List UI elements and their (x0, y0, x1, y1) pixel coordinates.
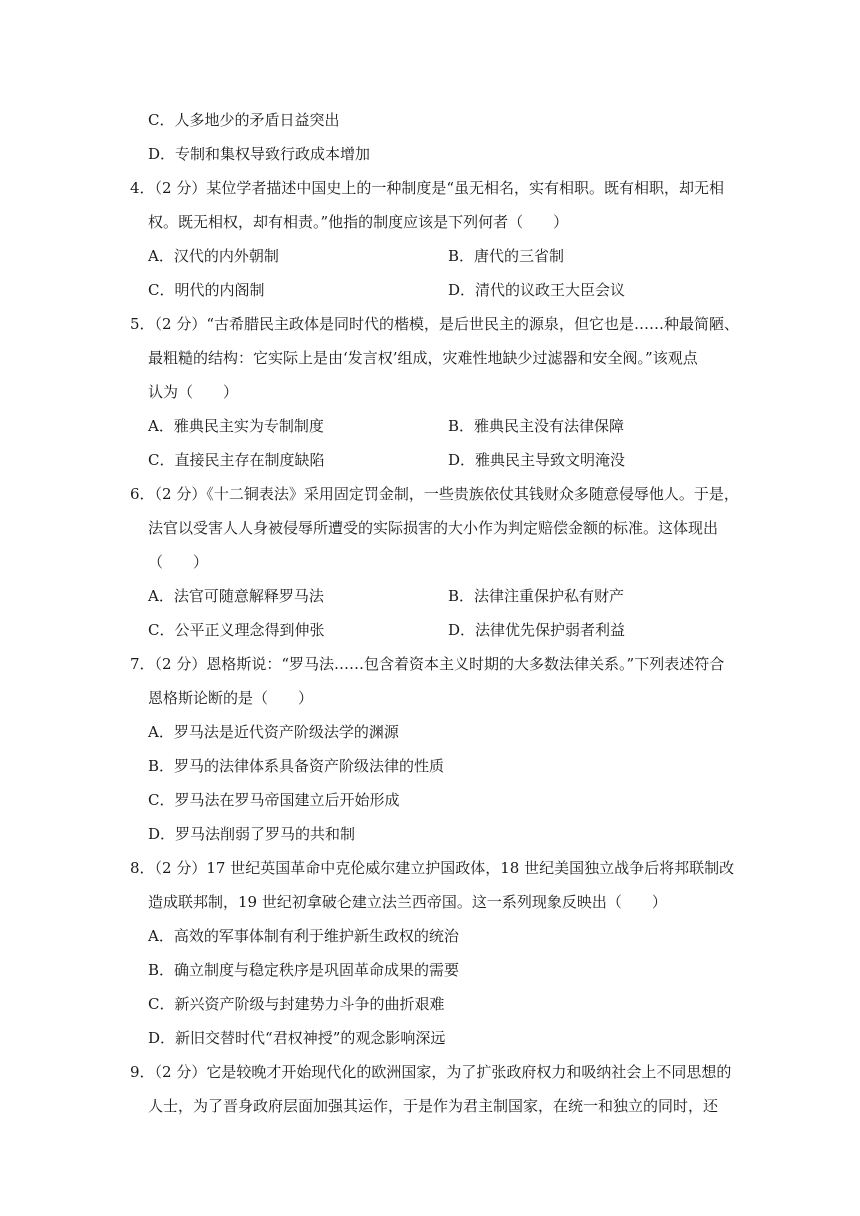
q7-option-d: D．罗马法削弱了罗马的共和制 (148, 825, 356, 843)
q8-option-b: B．确立制度与稳定秩序是巩固革命成果的需要 (148, 961, 460, 979)
q3-option-c: C．人多地少的矛盾日益突出 (148, 111, 340, 129)
q7-option-a: A．罗马法是近代资产阶级法学的渊源 (148, 723, 399, 741)
q5-stem-line1: 5．（2 分）“古希腊民主政体是同时代的楷模，是后世民主的源泉，但它也是……种最简陋、 (130, 315, 740, 333)
q7-option-c: C．罗马法在罗马帝国建立后开始形成 (148, 791, 400, 809)
q4-option-b: B．唐代的三省制 (448, 247, 565, 265)
q8-option-c: C．新兴资产阶级与封建势力斗争的曲折艰难 (148, 995, 445, 1013)
q4-option-c: C．明代的内阁制 (148, 281, 265, 299)
q7-option-b: B．罗马的法律体系具备资产阶级法律的性质 (148, 757, 445, 775)
q6-option-b: B．法律注重保护私有财产 (448, 587, 625, 605)
q9-stem-line1: 9．（2 分）它是较晚才开始现代化的欧洲国家，为了扩张政府权力和吸纳社会上不同思想的 (130, 1063, 732, 1081)
q5-stem-line2: 最粗糙的结构：它实际上是由‘发言权’组成，灾难性地缺少过滤器和安全阀。”该观点 (148, 349, 698, 367)
q8-option-d: D．新旧交替时代“君权神授”的观念影响深远 (148, 1029, 446, 1047)
q9-stem-line2: 人士，为了晋身政府层面加强其运作，于是作为君主制国家，在统一和独立的同时，还 (148, 1097, 719, 1115)
q6-stem-line3: （ ） (148, 553, 209, 571)
q7-stem-line2: 恩格斯论断的是（ ） (148, 689, 314, 707)
q6-option-c: C．公平正义理念得到伸张 (148, 621, 325, 639)
q3-option-d: D．专制和集权导致行政成本增加 (148, 145, 371, 163)
q5-option-d: D．雅典民主导致文明淹没 (448, 451, 626, 469)
q4-stem-line1: 4．（2 分）某位学者描述中国史上的一种制度是“虽无相名，实有相职。既有相职，却无相 (130, 179, 725, 197)
q6-option-a: A．法官可随意解释罗马法 (148, 587, 324, 605)
q6-option-d: D．法律优先保护弱者利益 (448, 621, 626, 639)
q6-stem-line2: 法官以受害人人身被侵辱所遭受的实际损害的大小作为判定赔偿金额的标准。这体现出 (148, 519, 719, 537)
q4-stem-line2: 权。既无相权，却有相责。”他指的制度应该是下列何者（ ） (148, 213, 569, 231)
q8-option-a: A．高效的军事体制有利于维护新生政权的统治 (148, 927, 459, 945)
q5-option-b: B．雅典民主没有法律保障 (448, 417, 625, 435)
q5-option-c: C．直接民主存在制度缺陷 (148, 451, 325, 469)
q4-option-a: A．汉代的内外朝制 (148, 247, 279, 265)
q5-option-a: A．雅典民主实为专制制度 (148, 417, 324, 435)
q8-stem-line2: 造成联邦制，19 世纪初拿破仑建立法兰西帝国。这一系列现象反映出（ ） (148, 893, 667, 911)
q6-stem-line1: 6．（2 分）《十二铜表法》采用固定罚金制，一些贵族依仗其钱财众多随意侵辱他人。于是， (130, 485, 739, 503)
q7-stem-line1: 7．（2 分）恩格斯说：“罗马法……包含着资本主义时期的大多数法律关系。”下列表述符合 (130, 655, 725, 673)
q5-stem-line3: 认为（ ） (148, 383, 239, 401)
q8-stem-line1: 8．（2 分）17 世纪英国革命中克伦威尔建立护国政体，18 世纪美国独立战争后将邦联制改 (130, 859, 735, 877)
q4-option-d: D．清代的议政王大臣会议 (448, 281, 626, 299)
